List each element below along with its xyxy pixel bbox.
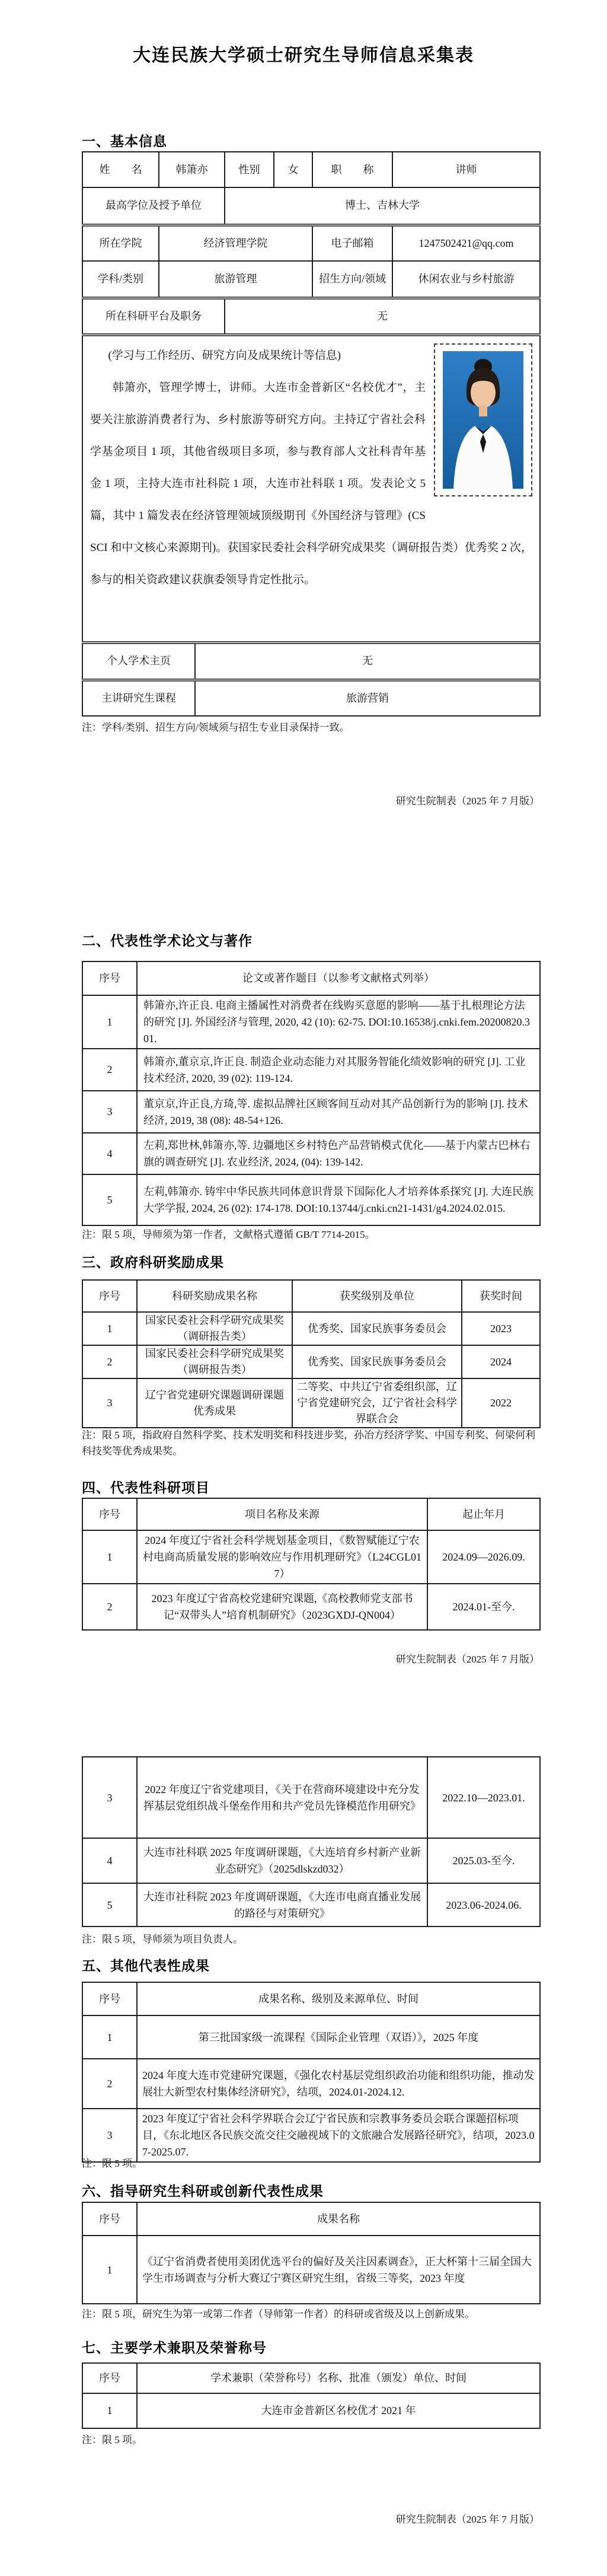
row-no: 5 [82, 1883, 137, 1927]
col-header-name: 成果名称、级别及来源单位、时间 [137, 1982, 540, 2015]
awards-note: 注：限 5 项，指政府自然科学奖、技术发明奖和科技进步奖，孙冶方经济学奖、中国专利奖、何梁何利科技奖等优秀成果奖。 [82, 1429, 535, 1457]
course-value: 旅游营销 [195, 680, 540, 716]
direction-label: 招生方向/领域 [312, 261, 392, 298]
row-no: 2 [82, 1049, 137, 1091]
project-name: 2022 年度辽宁省党建项目，《关于在营商环境建设中充分发挥基层党组织战斗堡垒作用和共产党员先锋模范作用研究》 [137, 1757, 427, 1838]
paper-citation: 韩箫亦,董京京,许正良. 制造企业动态能力对其服务智能化绩效影响的研究 [J]. 工业技术经济, 2020, 39 (02): 119-124. [137, 1049, 540, 1091]
col-header-no: 序号 [82, 2363, 137, 2393]
discipline-value: 旅游管理 [159, 261, 312, 298]
table-row [82, 187, 540, 225]
row-no: 1 [82, 2236, 137, 2304]
project-time: 2025.03-至今. [427, 1838, 540, 1883]
row-no: 1 [82, 1312, 137, 1345]
direction-value: 休闲农业与乡村旅游 [392, 261, 540, 298]
student-note: 注：限 5 项，研究生为第一或第二作者（导师第一作者）的科研或省级及以上创新成果。 [82, 2308, 475, 2320]
table-row [82, 1133, 540, 1174]
table-row [82, 261, 540, 298]
table-header-row [82, 1280, 540, 1312]
paper-citation: 董京京,许正良,方琦,等. 虚拟品牌社区顾客间互动对其产品创新行为的影响 [J]. 技术经济, 2019, 38 (08): 48-54+126. [137, 1091, 540, 1133]
student-achievement-name: 《辽宁省消费者使用美团优选平台的偏好及关注因素调查》，正大杯第十三届全国大学生市场调查与分析大赛辽宁赛区研究生组，省级三等奖，2023 年度 [137, 2236, 540, 2304]
email-value: 1247502421@qq.com [392, 225, 540, 261]
award-time: 2024 [462, 1345, 540, 1378]
row-no: 1 [82, 2393, 137, 2428]
table-row [82, 2393, 540, 2428]
discipline-label: 学科/类别 [82, 261, 159, 298]
other-note: 注：限 5 项。 [82, 2158, 142, 2169]
paper-citation: 左莉,韩箫亦. 铸牢中华民族共同体意识背景下国际化人才培养体系探究 [J]. 大连民族大学学报, 2024, 26 (02): 174-178. DOI:10.13744/j.cnki.cn21-1431/g4.2024.02.015. [137, 1174, 540, 1225]
section-heading-titles: 七、主要学术兼职及荣誉称号 [82, 2340, 267, 2355]
col-header-no: 序号 [82, 1498, 137, 1530]
table-header-row [82, 1982, 540, 2015]
table-row [82, 1838, 540, 1883]
award-time: 2023 [462, 1312, 540, 1345]
homepage-label: 个人学术主页 [82, 642, 195, 680]
other-achievements-table [82, 1982, 541, 2163]
email-label: 电子邮箱 [312, 225, 392, 261]
bio-cell [82, 335, 540, 642]
project-name: 2024 年度辽宁省社会科学规划基金项目，《数智赋能辽宁农村电商高质量发展的影响效应与作用机理研究》（L24CGL017） [137, 1530, 427, 1584]
table-row [82, 1312, 540, 1345]
projects-table-page3 [82, 1756, 541, 1927]
project-time: 2024.09—2026.09. [427, 1530, 540, 1584]
platform-label: 所在科研平台及职务 [82, 298, 225, 335]
table-row [82, 1883, 540, 1927]
platform-value: 无 [225, 298, 540, 335]
table-row [82, 1345, 540, 1378]
table-row [82, 1757, 540, 1838]
table-row [82, 2109, 540, 2162]
row-no: 3 [82, 1378, 137, 1428]
award-name: 国家民委社会科学研究成果奖（调研报告类） [137, 1312, 292, 1345]
portrait-photo-graphic [443, 351, 523, 489]
name-value: 韩箫亦 [159, 152, 225, 187]
project-time: 2022.10—2023.01. [427, 1757, 540, 1838]
col-header-no: 序号 [82, 1280, 137, 1312]
college-label: 所在学院 [82, 225, 159, 261]
row-no: 1 [82, 2015, 137, 2059]
bio-caption: (学习与工作经历、研究方向及成果统计等信息) [108, 349, 341, 362]
student-achievements-table [82, 2202, 541, 2304]
row-no: 2 [82, 1345, 137, 1378]
award-name: 辽宁省党建研究课题调研课题优秀成果 [137, 1378, 292, 1428]
table-row [82, 2236, 540, 2304]
papers-note: 注：限 5 项，导师须为第一作者，文献格式遵循 GB/T 7714-2015。 [82, 1229, 375, 1240]
section-heading-papers: 二、代表性学术论文与著作 [82, 933, 253, 948]
title-value: 讲师 [392, 152, 540, 187]
basic-info-table [82, 151, 541, 717]
id-photo [434, 343, 532, 496]
table-row [82, 225, 540, 261]
section-heading-projects: 四、代表性科研项目 [82, 1480, 210, 1495]
award-time: 2022 [462, 1378, 540, 1428]
table-row [82, 152, 540, 187]
row-no: 3 [82, 2109, 137, 2162]
papers-table [82, 961, 541, 1226]
award-name: 国家民委社会科学研究成果奖（调研报告类） [137, 1345, 292, 1378]
table-row [82, 995, 540, 1049]
col-header-name: 学术兼职（荣誉称号）名称、批准（颁发）单位、时间 [137, 2363, 540, 2393]
award-level: 二等奖、中共辽宁省委组织部，辽宁省党建研究会，辽宁省社会科学界联合会 [292, 1378, 462, 1428]
table-header-row [82, 2202, 540, 2236]
col-header-name: 科研奖励成果名称 [137, 1280, 292, 1312]
col-header-name: 成果名称 [137, 2202, 540, 2236]
academic-titles-table [82, 2362, 541, 2429]
row-no: 3 [82, 1757, 137, 1838]
award-level: 优秀奖、国家民族事务委员会 [292, 1345, 462, 1378]
page-footer: 研究生院制表（2025 年 7 月版） [395, 2514, 539, 2525]
award-level: 优秀奖、国家民族事务委员会 [292, 1312, 462, 1345]
table-row [82, 1091, 540, 1133]
page-footer: 研究生院制表（2025 年 7 月版） [395, 795, 539, 807]
name-label: 姓 名 [82, 152, 159, 187]
col-header-no: 序号 [82, 1982, 137, 2015]
row-no: 4 [82, 1133, 137, 1174]
project-name: 大连市社科院 2023 年度调研课题，《大连市电商直播业发展的路径与对策研究》 [137, 1883, 427, 1927]
project-name: 2023 年度辽宁省高校党建研究课题,《高校教师党支部书记“双带头人”培育机制研究》（2023GXDJ-QN004） [137, 1584, 427, 1630]
projects-table-page2 [82, 1498, 541, 1631]
table-header-row [82, 961, 540, 995]
college-value: 经济管理学院 [159, 225, 312, 261]
table-row [82, 2015, 540, 2059]
table-row [82, 335, 540, 642]
col-header-time: 获奖时间 [462, 1280, 540, 1312]
col-header-level: 获奖级别及单位 [292, 1280, 462, 1312]
gender-label: 性别 [225, 152, 274, 187]
row-no: 2 [82, 1584, 137, 1630]
paper-citation: 韩箫亦,许正良. 电商主播属性对消费者在线购买意愿的影响——基于扎根理论方法的研究 [J]. 外国经济与管理, 2020, 42 (10): 62-75. DOI:10.16538/j.cnki.fem.20200820.301. [137, 995, 540, 1049]
section-heading-student: 六、指导研究生科研或创新代表性成果 [82, 2183, 324, 2199]
titles-note: 注：限 5 项。 [82, 2434, 142, 2446]
awards-table [82, 1279, 541, 1428]
row-no: 2 [82, 2059, 137, 2109]
section-heading-awards: 三、政府科研奖励成果 [82, 1254, 224, 1270]
table-row [82, 1378, 540, 1428]
gender-value: 女 [274, 152, 312, 187]
row-no: 5 [82, 1174, 137, 1225]
col-header-title: 论文或著作题目（以参考文献格式列举） [137, 961, 540, 995]
bio-paragraph: 韩箫亦，管理学博士，讲师。大连市金普新区“名校优才”，主要关注旅游消费者行为、乡村旅游等研究方向。主持辽宁省社会科学基金项目 1 项，其他省级项目多项，参与教育部人文社科青年基金 1 项，主持大连市社科院 1 项，大连市社科联 1 项。发表论文 5 篇，其中 1 篇发表在经济管理领域顶级期刊《外国经济与管理》(CSSCI 和中文核心来源期刊)。获国家民委社会科学研究成果奖（调研报告类）优秀奖 2 次，参与的相关资政建议获旗委领导肯定性批示。 [90, 381, 532, 586]
academic-title-name: 大连市金普新区名校优才 2021 年 [137, 2393, 540, 2428]
table-header-row [82, 2363, 540, 2393]
section-heading-basic-info: 一、基本信息 [82, 133, 167, 149]
row-no: 3 [82, 1091, 137, 1133]
degree-label: 最高学位及授予单位 [82, 187, 225, 225]
table-row [82, 2059, 540, 2109]
table-row [82, 1049, 540, 1091]
table-row [82, 642, 540, 680]
table-row [82, 680, 540, 716]
table-header-row [82, 1498, 540, 1530]
col-header-time: 起止年月 [427, 1498, 540, 1530]
row-no: 1 [82, 995, 137, 1049]
achievement-name: 2024 年度大连市党建研究课题，《强化农村基层党组织政治功能和组织功能，推动发展壮大新型农村集体经济研究》，结项，2024.01-2024.12. [137, 2059, 540, 2109]
project-name: 大连市社科联 2025 年度调研课题，《大连培育乡村新产业新业态研究》（2025dlskzd032） [137, 1838, 427, 1883]
table-row [82, 1174, 540, 1225]
projects-note: 注：限 5 项，导师须为项目负责人。 [82, 1934, 243, 1945]
homepage-value: 无 [195, 642, 540, 680]
section-heading-other: 五、其他代表性成果 [82, 1958, 210, 1973]
row-no: 4 [82, 1838, 137, 1883]
paper-citation: 左莉,郑世林,韩箫亦,等. 边疆地区乡村特色产品营销模式优化——基于内蒙古巴林右旗的调查研究 [J]. 农业经济, 2024, (04): 139-142. [137, 1133, 540, 1174]
basic-info-note: 注：学科/类别、招生方向/领域须与招生专业目录保持一致。 [82, 722, 350, 733]
table-row [82, 1530, 540, 1584]
table-row [82, 1584, 540, 1630]
achievement-name: 2023 年度辽宁省社会科学界联合会辽宁省民族和宗教事务委员会联合课题招标项目，《东北地区各民族交流交往交融视域下的文旅融合发展路径研究》，结项，2023.07-2025.07. [137, 2109, 540, 2162]
col-header-no: 序号 [82, 961, 137, 995]
project-time: 2023.06-2024.06. [427, 1883, 540, 1927]
course-label: 主讲研究生课程 [82, 680, 195, 716]
project-time: 2024.01-至今. [427, 1584, 540, 1630]
achievement-name: 第三批国家级一流课程《国际企业管理（双语）》，2025 年度 [137, 2015, 540, 2059]
col-header-name: 项目名称及来源 [137, 1498, 427, 1530]
table-row [82, 298, 540, 335]
page-footer: 研究生院制表（2025 年 7 月版） [395, 1654, 539, 1665]
row-no: 1 [82, 1530, 137, 1584]
page-title: 大连民族大学硕士研究生导师信息采集表 [133, 46, 474, 65]
col-header-no: 序号 [82, 2202, 137, 2236]
degree-value: 博士、吉林大学 [225, 187, 540, 225]
title-label: 职 称 [312, 152, 392, 187]
